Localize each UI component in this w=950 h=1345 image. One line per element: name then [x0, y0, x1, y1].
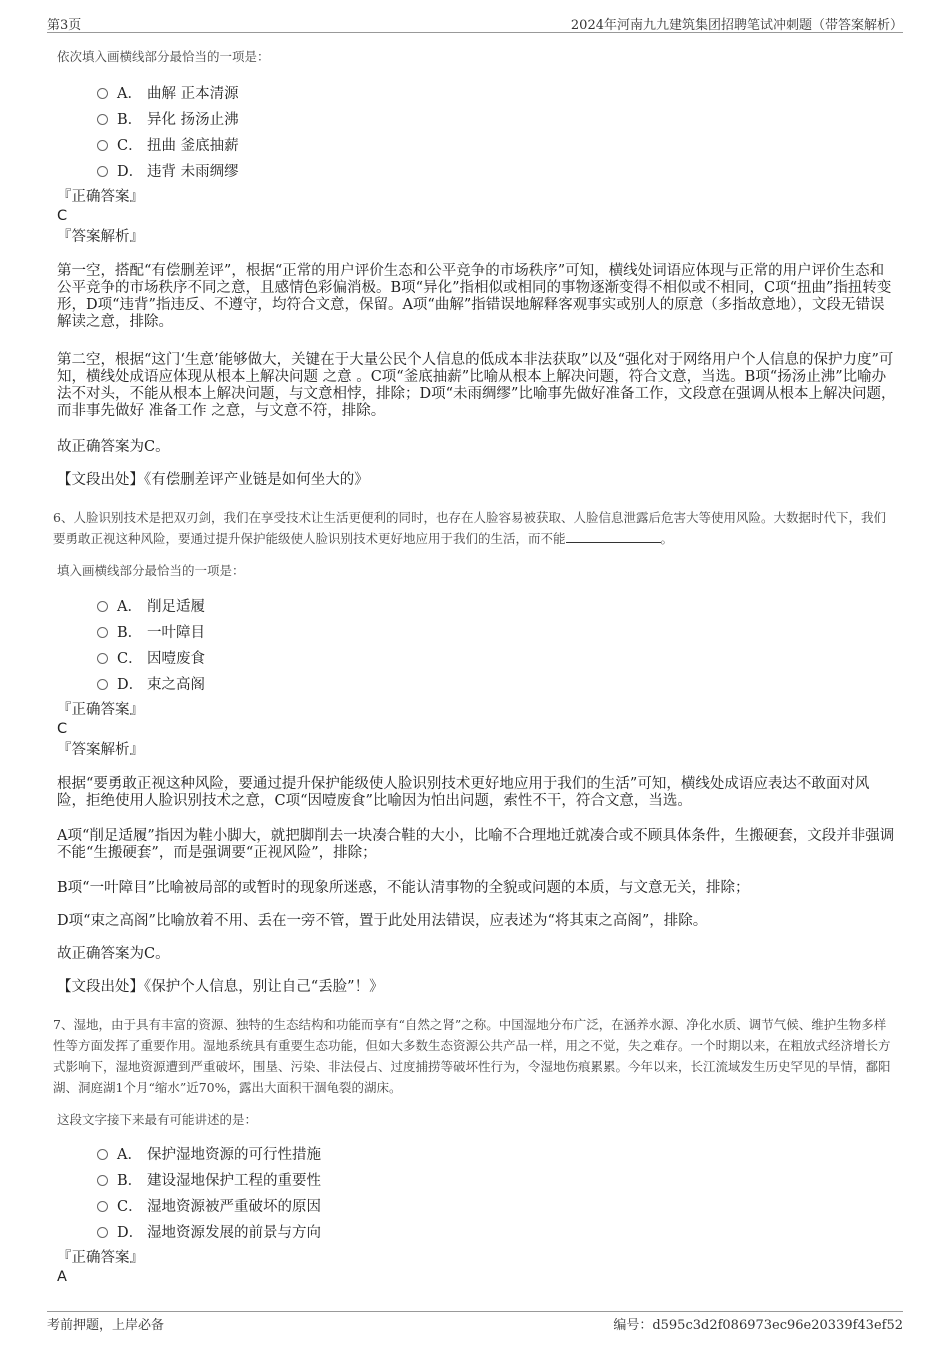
- page-number: 第3页: [47, 18, 82, 33]
- q6-analysis-heading: 『答案解析』: [57, 742, 144, 758]
- q6-stem: 6、人脸识别技术是把双刃剑，我们在享受技术让生活更便利的同时，也存在人脸容易被获取、人脸信息泄露后危害大等使用风险。大数据时代下，我们要勇敢正视这种风险，要通过提升保护能级使人脸识别技术更好地应用于我们的生活，而不能 。: [53, 510, 886, 546]
- footer-divider: [47, 1311, 903, 1312]
- answer-blank: [566, 530, 661, 543]
- q6-prompt: 填入画横线部分最恰当的一项是：: [57, 563, 245, 578]
- document-id: 编号：d595c3d2f086973ec96e20339f43ef52: [613, 1318, 903, 1333]
- radio-icon[interactable]: [97, 679, 108, 690]
- q6-answer: C: [57, 721, 68, 737]
- q6-option-d[interactable]: D． 束之高阁: [97, 670, 205, 696]
- q6-options: [97, 592, 205, 696]
- q5-option-a[interactable]: A． 曲解 正本清源: [97, 79, 239, 105]
- q6-analysis-paragraph-2: A项“削足适履”指因为鞋小脚大，就把脚削去一块凑合鞋的大小，比喻不合理地迁就凑合或不顾具体条件，生搬硬套，文段并非强调不能“生搬硬套”，而是强调要“正视风险”，排除；: [57, 828, 895, 861]
- q7-option-c[interactable]: C． 湿地资源被严重破坏的原因: [97, 1192, 321, 1218]
- radio-icon[interactable]: [97, 1149, 108, 1160]
- q6-source: 【文段出处】《保护个人信息，别让自己“丢脸”！》: [57, 979, 384, 995]
- radio-icon[interactable]: [97, 627, 108, 638]
- q5-answer: C: [57, 208, 68, 224]
- q7-option-a[interactable]: A． 保护湿地资源的可行性措施: [97, 1140, 321, 1166]
- q7-options: [97, 1140, 321, 1244]
- radio-icon[interactable]: [97, 88, 108, 99]
- q6-analysis-paragraph-1: 根据“要勇敢正视这种风险，要通过提升保护能级使人脸识别技术更好地应用于我们的生活”可知，横线处成语应表达不敢面对风险，拒绝使用人脸识别技术之意，C项“因噎废食”比喻因为怕出问题，索性不干，符合文意，当选。: [57, 776, 870, 809]
- document-title: 2024年河南九九建筑集团招聘笔试冲刺题（带答案解析）: [570, 18, 903, 33]
- q5-analysis-heading: 『答案解析』: [57, 229, 144, 245]
- q5-option-c[interactable]: C． 扭曲 釜底抽薪: [97, 131, 239, 157]
- q5-source: 【文段出处】《有偿删差评产业链是如何坐大的》: [57, 472, 369, 488]
- q6-conclusion: 故正确答案为C。: [57, 946, 170, 962]
- q5-analysis-paragraph-2: 第二空，根据“这门‘生意’能够做大，关键在于大量公民个人信息的低成本非法获取”以及“强化对于网络用户个人信息的保护力度”可知，横线处成语应体现从根本上解决问题 之意 。C项“釜底抽薪”比喻从根本上解决问题，符合文意，当选。B项“扬汤止沸”比喻办法不对头，不能从根本上解决问题，与文意相悖，排除；D项“未雨绸缪”比喻事先做好准备工作，文段意在强调从根本上解决问题，而非事先做好 准备工作 之意，与文意不符，排除。: [57, 352, 896, 419]
- radio-icon[interactable]: [97, 140, 108, 151]
- header-divider: [47, 32, 903, 33]
- q5-conclusion: 故正确答案为C。: [57, 439, 170, 455]
- footer-slogan: 考前押题，上岸必备: [47, 1318, 165, 1333]
- q6-analysis-paragraph-4: D项“束之高阁”比喻放着不用、丢在一旁不管，置于此处用法错误，应表述为“将其束之高阁”，排除。: [57, 913, 708, 929]
- radio-icon[interactable]: [97, 1227, 108, 1238]
- radio-icon[interactable]: [97, 601, 108, 612]
- q5-analysis-paragraph-1: 第一空，搭配“有偿删差评”，根据“正常的用户评价生态和公平竞争的市场秩序”可知，横线处词语应体现与正常的用户评价生态和公平竞争的市场秩序不同之意，且感情色彩偏消极。B项“异化”指相似或相同的事物逐渐变得不相似或不相同，C项“扭曲”指扭转变形，D项“违背”指违反、不遵守，均符合文意，保留。A项“曲解”指错误地解释客观事实或别人的原意（多指故意地），文段无错误解读之意，排除。: [57, 263, 892, 330]
- q5-options: [97, 79, 239, 183]
- q7-answer-heading: 『正确答案』: [57, 1250, 144, 1266]
- radio-icon[interactable]: [97, 166, 108, 177]
- q7-stem: 7、湿地，由于具有丰富的资源、独特的生态结构和功能而享有“自然之肾”之称。中国湿地分布广泛，在涵养水源、净化水质、调节气候、维护生物多样性等方面发挥了重要作用。湿地系统具有重要生态功能，但如大多数生态资源公共产品一样，用之不觉，失之难存。一个时期以来，在粗放式经济增长方式影响下，湿地资源遭到严重破坏，围垦、污染、非法侵占、过度捕捞等破坏性行为，令湿地伤痕累累。今年以来，长江流域发生历史罕见的旱情，鄱阳湖、洞庭湖1个月“缩水”近70%，露出大面积干涸龟裂的湖床。: [53, 1017, 891, 1095]
- q7-option-d[interactable]: D． 湿地资源发展的前景与方向: [97, 1218, 321, 1244]
- q5-prompt: 依次填入画横线部分最恰当的一项是：: [57, 49, 270, 64]
- q7-answer: A: [57, 1269, 67, 1285]
- radio-icon[interactable]: [97, 114, 108, 125]
- q6-option-b[interactable]: B． 一叶障目: [97, 618, 205, 644]
- q6-option-c[interactable]: C． 因噎废食: [97, 644, 205, 670]
- q6-analysis-paragraph-3: B项“一叶障目”比喻被局部的或暂时的现象所迷惑，不能认清事物的全貌或问题的本质，与文意无关，排除；: [57, 880, 750, 896]
- q5-answer-heading: 『正确答案』: [57, 189, 144, 205]
- q6-option-a[interactable]: A． 削足适履: [97, 592, 205, 618]
- q7-prompt: 这段文字接下来最有可能讲述的是：: [57, 1112, 258, 1127]
- radio-icon[interactable]: [97, 1201, 108, 1212]
- radio-icon[interactable]: [97, 1175, 108, 1186]
- q7-option-b[interactable]: B． 建设湿地保护工程的重要性: [97, 1166, 321, 1192]
- radio-icon[interactable]: [97, 653, 108, 664]
- q6-answer-heading: 『正确答案』: [57, 702, 144, 718]
- q5-option-b[interactable]: B． 异化 扬汤止沸: [97, 105, 239, 131]
- q5-option-d[interactable]: D． 违背 未雨绸缪: [97, 157, 239, 183]
